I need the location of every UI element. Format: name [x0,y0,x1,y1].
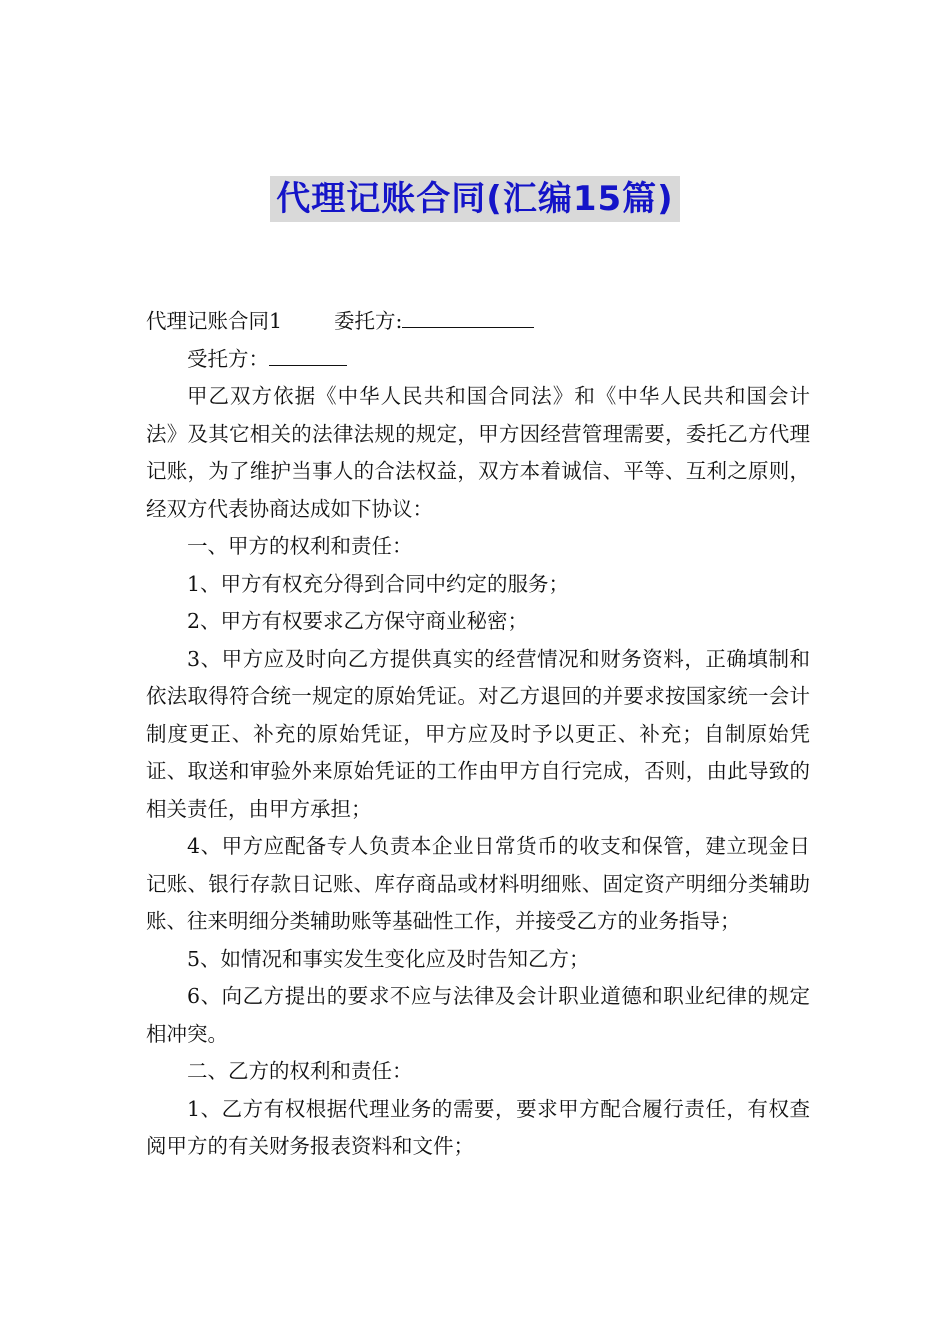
clause-b-1: 1、乙方有权根据代理业务的需要，要求甲方配合履行责任，有权查阅甲方的有关财务报表资料和文件； [146,1096,810,1158]
agent-line [146,341,810,379]
client-blank [402,307,534,328]
client-label: 委托方: [334,309,403,333]
clause-a-2: 2、甲方有权要求乙方保守商业秘密； [187,609,529,633]
clause-a-5: 5、如情况和事实发生变化应及时告知乙方； [187,946,590,971]
clause-a-3: 3、甲方应及时向乙方提供真实的经营情况和财务资料，正确填制和依法取得符合统一规定的原始凭证。对乙方退回的并要求按国家统一会计制度更正、补充的原始凭证，甲方应及时予以更正、补充；自制原始凭证、取送和审验外来原始凭证的工作由甲方自行完成，否则，由此导致的相关责任，由甲方承担； [146,646,810,821]
title-container [0,176,950,222]
section-heading-party-a: 一、甲方的权利和责任： [187,534,413,558]
agent-blank [269,345,347,366]
agent-label: 受托方： [187,346,269,371]
clause-a-1: 1、甲方有权充分得到合同中约定的服务； [187,571,570,596]
clause-a-6: 6、向乙方提出的要求不应与法律及会计职业道德和职业纪律的规定相冲突。 [146,984,810,1046]
paragraph-preamble: 甲乙双方依据《中华人民共和国合同法》和《中华人民共和国会计法》及其它相关的法律法规的规定，甲方因经营管理需要，委托乙方代理记账，为了维护当事人的合法权益，双方本着诚信、平等、互利之原则，经双方代表协商达成如下协议： [146,384,810,521]
heading-line [146,303,810,341]
section-heading-party-b: 二、乙方的权利和责任： [187,1059,413,1083]
document-body [146,303,810,1166]
contract-heading: 代理记账合同1 [146,309,283,333]
document-title: 代理记账合同(汇编15篇) [270,176,679,222]
clause-a-4: 4、甲方应配备专人负责本企业日常货币的收支和保管，建立现金日记账、银行存款日记账、库存商品或材料明细账、固定资产明细分类辅助账、往来明细分类辅助账等基础性工作，并接受乙方的业务指导； [146,834,810,933]
